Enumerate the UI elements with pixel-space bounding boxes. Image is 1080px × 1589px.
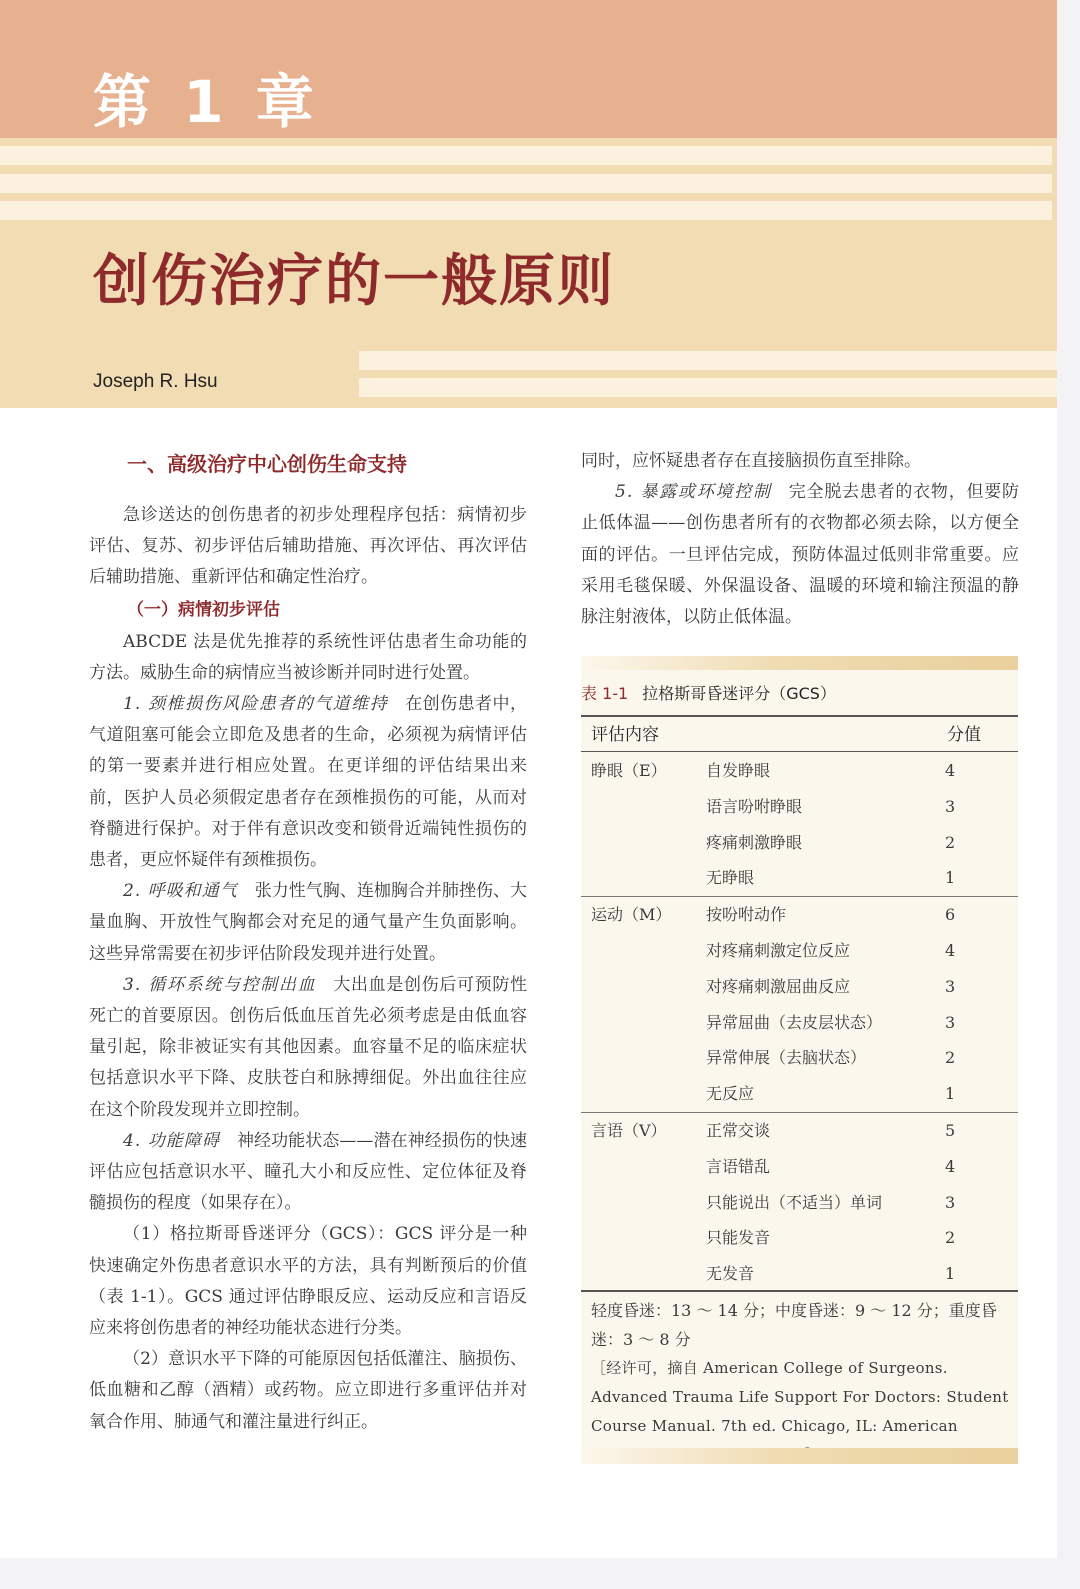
- header-stripe: [0, 201, 1052, 220]
- body-paragraph: [89, 689, 527, 876]
- body-paragraph: [89, 876, 527, 970]
- table-body: [581, 753, 1018, 1292]
- score-value: 2: [945, 1228, 956, 1248]
- table-bottom-rule: [581, 1290, 1018, 1292]
- table-row: [581, 933, 1018, 969]
- subsection-heading: （一）病情初步评估: [127, 599, 280, 620]
- table-source: ［经许可，摘自 American College of Surgeons. Advanced Trauma Life Support For Doctors: Student Course Manual. 7th ed. Chicago, IL: American: [591, 1359, 1009, 1435]
- score-value: 2: [945, 832, 956, 852]
- body-paragraph: [89, 1344, 527, 1438]
- section-heading: 一、高级治疗中心创伤生命支持: [127, 452, 407, 476]
- paragraph-text: 大出血是创伤后可预防性死亡的首要原因。创伤后低血压首先必须考虑是由低血容量引起，除非被证实有其他因素。血容量不足的临床症状包括意识水平下降、皮肤苍白和脉搏细促。外出血往往应在这个阶段发现并立即控制。: [89, 974, 527, 1120]
- table-title: 拉格斯哥昏迷评分（GCS）: [642, 684, 836, 703]
- paragraph-text: （1）格拉斯哥昏迷评分（GCS）：GCS 评分是一种快速确定外伤患者意识水平的方法，具有判断预后的价值（表 1-1）。GCS 通过评估睁眼反应、运动反应和言语反应来将创伤患者的神经功能状态进行分类。: [89, 1224, 527, 1339]
- gcs-table: [581, 656, 1018, 1464]
- table-top-bar: [581, 656, 1018, 670]
- table-number: 表 1-1: [581, 684, 629, 703]
- response-label: 无睁眼: [706, 868, 755, 888]
- table-top-rule: [581, 715, 1018, 717]
- right-column: [581, 446, 1019, 633]
- score-value: 3: [945, 976, 956, 996]
- score-value: 4: [945, 940, 956, 960]
- header-stripe: [359, 351, 1057, 370]
- table-row: [581, 753, 1018, 789]
- column-header-score: 分值: [947, 725, 981, 745]
- header-stripe: [359, 378, 1057, 397]
- paragraph-lead: 1. 颈椎损伤风险患者的气道维持: [123, 694, 389, 715]
- header-stripe: [0, 174, 1052, 193]
- paragraph-lead: 5. 暴露或环境控制: [615, 482, 772, 503]
- paragraph-text: ABCDE 法是优先推荐的系统性评估患者生命功能的方法。威胁生命的病情应当被诊断并同时进行处置。: [89, 631, 527, 683]
- score-value: 1: [945, 1264, 956, 1284]
- group-label: 运动（M）: [591, 905, 672, 925]
- paragraph-lead: 3. 循环系统与控制出血: [123, 974, 317, 995]
- response-label: 按吩咐动作: [706, 905, 787, 925]
- paragraph-text: （2）意识水平下降的可能原因包括低灌注、脑损伤、低血糖和乙醇（酒精）或药物。应立即进行多重评估并对氧合作用、肺通气和灌注量进行纠正。: [89, 1349, 527, 1432]
- column-header-item: 评估内容: [591, 725, 659, 745]
- body-paragraphs: [89, 627, 527, 1438]
- table-footnote: [591, 1296, 1011, 1470]
- group-label: 言语（V）: [591, 1120, 667, 1140]
- table-row: [581, 1149, 1018, 1185]
- chapter-title: 创伤治疗的一般原则: [93, 249, 615, 314]
- paragraph-text: 神经功能状态——潜在神经损伤的快速评估应包括意识水平、瞳孔大小和反应性、定位体征及脊髓损伤的程度（如果存在）。: [89, 1130, 527, 1214]
- continuation-paragraph: 同时，应怀疑患者存在直接脑损伤直至排除。: [581, 451, 921, 471]
- score-value: 3: [945, 1192, 956, 1212]
- score-value: 3: [945, 1012, 956, 1032]
- table-row: [581, 1256, 1018, 1292]
- intro-paragraph: 急诊送达的创伤患者的初步处理程序包括：病情初步评估、复苏、初步评估后辅助措施、再次评估、再次评估后辅助措施、重新评估和确定性治疗。: [89, 505, 527, 588]
- group-label: 睁眼（E）: [591, 761, 667, 780]
- table-bottom-bar: [581, 1448, 1018, 1464]
- paragraph-text: 在创伤患者中，气道阻塞可能会立即危及患者的生命，必须视为病情评估的第一要素并进行相应处置。在更详细的评估结果出来前，医护人员必须假定患者存在颈椎损伤的可能，从而对脊髓进行保护。对于伴有意识改变和锁骨近端钝性损伤的患者，更应怀疑伴有颈椎损伤。: [89, 694, 527, 871]
- page-edge-right: [1057, 0, 1080, 1589]
- score-value: 1: [945, 868, 956, 888]
- chapter-number: 第 1 章: [93, 68, 320, 136]
- response-label: 对疼痛刺激屈曲反应: [706, 976, 851, 996]
- table-note: 轻度昏迷：13 ～ 14 分；中度昏迷：9 ～ 12 分；重度昏迷：3 ～ 8 分: [591, 1301, 997, 1349]
- body-paragraph: [89, 627, 527, 689]
- body-paragraph: [89, 1126, 527, 1220]
- body-paragraph: [581, 477, 1019, 633]
- author-name: Joseph R. Hsu: [93, 371, 218, 392]
- response-label: 正常交谈: [706, 1120, 771, 1140]
- score-value: 2: [945, 1048, 956, 1068]
- table-row: [581, 1040, 1018, 1076]
- table-row: [581, 789, 1018, 825]
- left-column: [89, 446, 527, 1438]
- response-label: 疼痛刺激睁眼: [706, 832, 803, 852]
- header-stripe: [0, 146, 1052, 165]
- score-value: 4: [945, 761, 956, 780]
- response-label: 语言吩咐睁眼: [706, 796, 803, 816]
- score-value: 4: [945, 1156, 956, 1176]
- table-row: [581, 825, 1018, 861]
- paragraph-text: 完全脱去患者的衣物，但要防止低体温——创伤患者所有的衣物都必须去除，以方便全面的评估。一旦评估完成，预防体温过低则非常重要。应采用毛毯保暖、外保温设备、温暖的环境和输注预温的静脉注射液体，以防止低体温。: [581, 482, 1020, 628]
- table-row: [581, 897, 1018, 933]
- score-value: 3: [945, 796, 956, 816]
- table-row: [581, 969, 1018, 1005]
- body-paragraph: [89, 1219, 527, 1344]
- response-label: 只能说出（不适当）单词: [706, 1192, 883, 1212]
- score-value: 1: [945, 1084, 956, 1104]
- response-label: 无反应: [706, 1084, 755, 1104]
- table-row: [581, 1076, 1018, 1112]
- score-value: 5: [945, 1120, 956, 1140]
- response-label: 言语错乱: [706, 1156, 771, 1176]
- paragraph-lead: 4. 功能障碍: [123, 1130, 220, 1151]
- response-label: 异常屈曲（去皮层状态）: [706, 1012, 883, 1032]
- response-label: 只能发音: [706, 1228, 771, 1248]
- score-value: 6: [945, 905, 956, 925]
- table-row: [581, 1220, 1018, 1256]
- page-edge-bottom: [0, 1558, 1080, 1589]
- response-label: 异常伸展（去脑状态）: [706, 1048, 867, 1068]
- response-label: 无发音: [706, 1264, 755, 1284]
- table-row: [581, 1113, 1018, 1149]
- table-row: [581, 1005, 1018, 1041]
- paragraph-text: 张力性气胸、连枷胸合并肺挫伤、大量血胸、开放性气胸都会对充足的通气量产生负面影响。这些异常需要在初步评估阶段发现并进行处置。: [89, 881, 528, 964]
- body-paragraph: [89, 970, 527, 1126]
- table-row: [581, 1185, 1018, 1221]
- paragraph-lead: 2. 呼吸和通气: [123, 881, 238, 902]
- response-label: 对疼痛刺激定位反应: [706, 940, 851, 960]
- table-header-rule: [581, 751, 1018, 752]
- response-label: 自发睁眼: [706, 761, 771, 780]
- table-caption: [581, 680, 836, 708]
- table-row: [581, 860, 1018, 896]
